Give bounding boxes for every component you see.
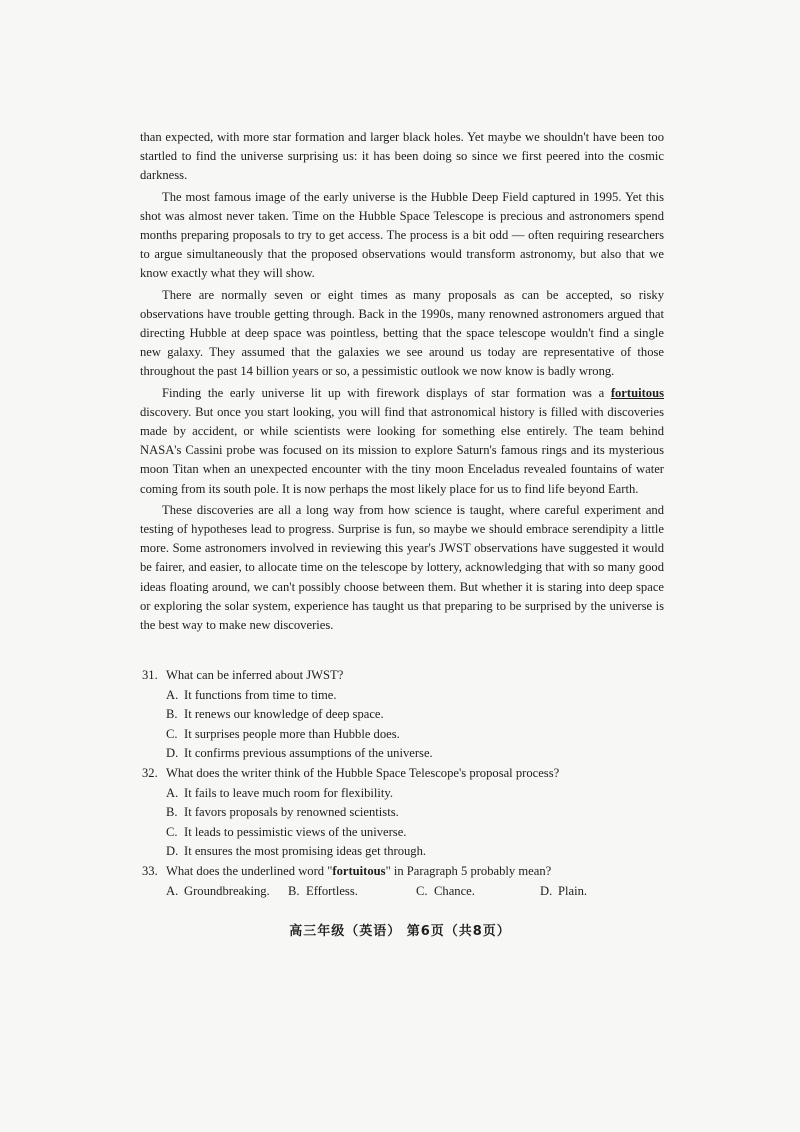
option-letter: D. <box>166 746 179 761</box>
option-32-c[interactable] <box>166 823 662 843</box>
option-letter: A. <box>166 883 179 898</box>
page-footer: 高三年级（英语） 第6页（共8页） <box>289 924 511 939</box>
option-33-a[interactable] <box>166 882 288 902</box>
option-letter: B. <box>166 707 178 722</box>
option-text: Groundbreaking. <box>184 883 270 898</box>
option-letter: D. <box>540 883 553 898</box>
question-31 <box>142 666 662 686</box>
paragraph-5: These discoveries are all a long way from how science is taught, where careful experiment and testing of hypotheses lead to progress. Surprise is fun, so maybe we should embrace serendipity a little more. Some astronomers involved in reviewing this year's JWST observations have suggested it would be fairer, and easier, to allocate time on the telescope by lottery, acknowledging that with so many good ideas floating around, we can't possibly choose between them. But whether it is staring into deep space or exploring the solar system, experience has taught us that preparing to be surprised by the universe is the best way to make new discoveries. <box>140 502 664 633</box>
option-text: It functions from time to time. <box>184 687 337 702</box>
option-text: It surprises people more than Hubble does. <box>184 726 400 741</box>
question-text: What can be inferred about JWST? <box>166 668 344 682</box>
question-keyword: fortuitous <box>332 863 386 878</box>
option-33-c[interactable] <box>416 882 540 902</box>
question-33 <box>142 862 662 882</box>
reading-passage <box>140 128 664 637</box>
option-text: It leads to pessimistic views of the universe. <box>184 824 407 839</box>
paragraph-4 <box>140 384 664 499</box>
option-text: It ensures the most promising ideas get through. <box>184 844 427 859</box>
option-text: It confirms previous assumptions of the universe. <box>184 746 433 761</box>
option-33-d[interactable] <box>540 882 630 902</box>
paragraph-1: than expected, with more star formation and larger black holes. Yet maybe we shouldn't have been too startled to find the universe surprising us: it has been doing so since we first peered into the cosmic darkness. <box>140 130 664 183</box>
question-text-before: What does the underlined word " <box>166 863 333 878</box>
option-31-d[interactable] <box>166 744 662 764</box>
option-text: It renews our knowledge of deep space. <box>184 707 384 722</box>
option-text: Effortless. <box>306 883 358 898</box>
option-letter: A. <box>166 687 179 702</box>
paragraph-4-before: Finding the early universe lit up with firework displays of star formation was a <box>162 385 611 400</box>
option-text: It fails to leave much room for flexibility. <box>184 785 394 800</box>
paragraph-4-after: discovery. But once you start looking, you will find that astronomical history is filled with discoveries made by accident, or while scientists were looking for something else entirely. The team behind NASA's Cassini probe was focused on its mission to explore Saturn's famous rings and its mysterious moon Titan when an unexpected encounter with the tiny moon Enceladus revealed fountains of water coming from its south pole. It is now perhaps the most likely place for us to find life beyond Earth. <box>140 404 664 496</box>
question-text: What does the writer think of the Hubble Space Telescope's proposal process? <box>166 765 560 780</box>
option-32-b[interactable] <box>166 803 662 823</box>
option-letter: A. <box>166 785 179 800</box>
paragraph-2: The most famous image of the early universe is the Hubble Deep Field captured in 1995. Yet this shot was almost never taken. Time on the Hubble Space Telescope is precious and astronomers spend months preparing proposals to try to get access. The process is a bit odd — often requiring researchers to argue simultaneously that the proposed observations would transform astronomy, but also that we know exactly what they will show. <box>140 189 664 281</box>
option-31-c[interactable] <box>166 725 662 745</box>
option-text: It favors proposals by renowned scientists. <box>184 805 399 820</box>
question-number: 32. <box>142 765 158 780</box>
underlined-word-fortuitous: fortuitous <box>610 385 664 400</box>
option-31-a[interactable] <box>166 686 662 706</box>
option-letter: B. <box>288 883 300 898</box>
question-number: 31. <box>142 668 158 682</box>
options-33 <box>166 882 662 902</box>
option-31-b[interactable] <box>166 705 662 725</box>
option-letter: C. <box>166 726 178 741</box>
option-letter: D. <box>166 844 179 859</box>
question-32 <box>142 764 662 784</box>
option-32-a[interactable] <box>166 784 662 804</box>
option-letter: C. <box>166 824 178 839</box>
option-33-b[interactable] <box>288 882 416 902</box>
option-32-d[interactable] <box>166 842 662 862</box>
option-letter: B. <box>166 805 178 820</box>
option-letter: C. <box>416 883 428 898</box>
option-text: Chance. <box>434 883 475 898</box>
question-number: 33. <box>142 863 158 878</box>
option-text: Plain. <box>558 883 588 898</box>
question-list <box>142 666 662 901</box>
question-text-after: " in Paragraph 5 probably mean? <box>385 863 552 878</box>
paragraph-3: There are normally seven or eight times as many proposals as can be accepted, so risky observations have trouble getting through. Back in the 1990s, many renowned astronomers argued that directing Hubble at deep space was pointless, betting that the space telescope wouldn't find a single new galaxy. They assumed that the galaxies we see around us today are representative of those throughout the past 14 billion years or so, a pessimistic outlook we now know is badly wrong. <box>140 287 664 379</box>
